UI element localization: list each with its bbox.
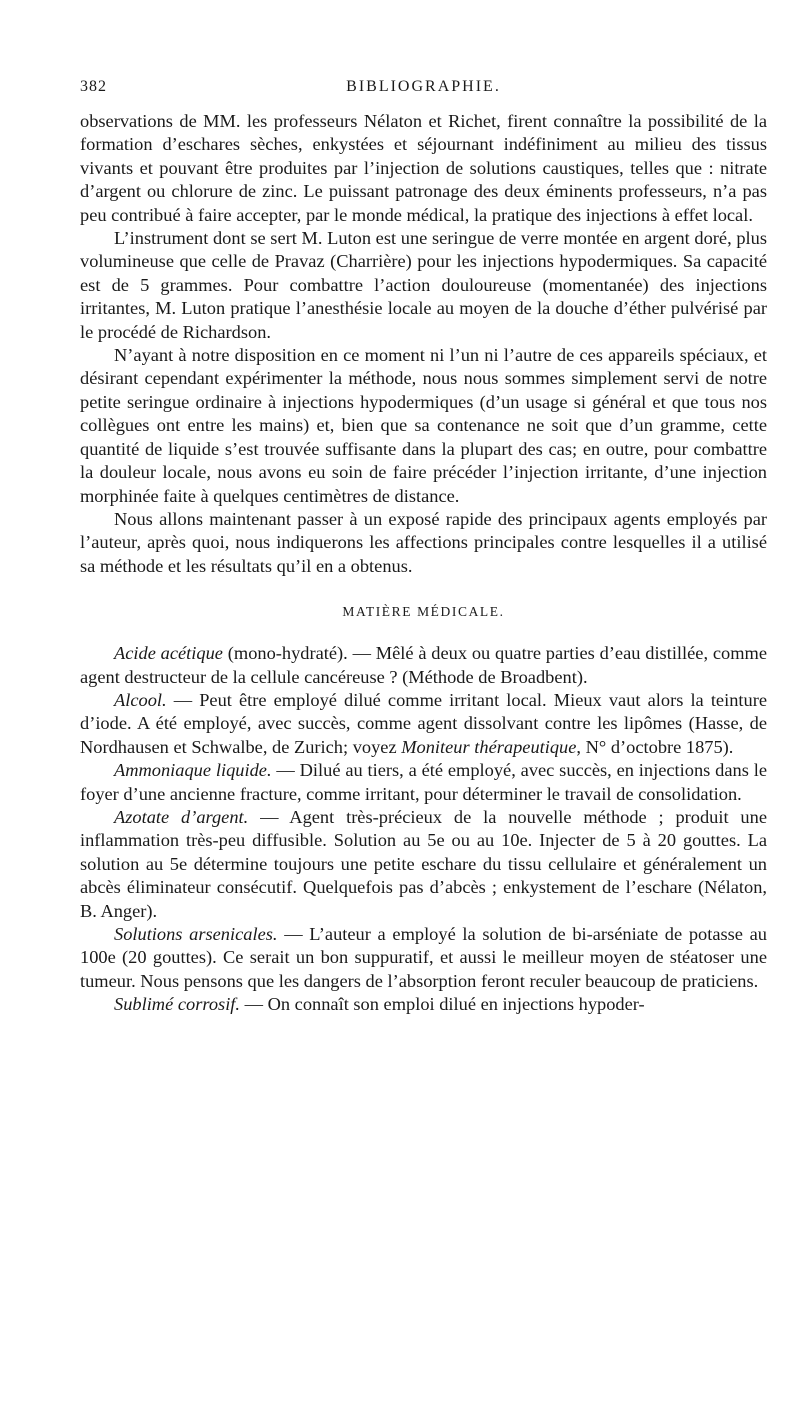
entry-text: — Peut être employé dilué comme irritant local. Mieux vaut alors la teinture d’iode. A été employé, avec succès, comme agent dissolvant contre les lipômes (Hasse, de Nordhausen et Schwalbe, de Zurich; voyez xyxy=(80,689,767,757)
paragraph-method: N’ayant à notre disposition en ce moment ni l’un ni l’autre de ces appareils spéciaux, et désirant cependant expérimenter la méthode, nous nous sommes simplement servi de notre petite seringue ordinaire à injections hypodermiques (d’un usage si général et que tous nos collègues ont entre les mains) et, bien que sa contenance ne soit que d’un gramme, cette quantité de liquide s’est trouvée suffisante dans la plupart des cas; en outre, pour combattre la douleur locale, nous avons eu soin de faire précéder l’injection irritante, d’une injection morphinée faite à quelques centimètres de distance. xyxy=(80,345,767,506)
entry-term: Alcool. xyxy=(114,689,167,710)
running-title: BIBLIOGRAPHIE. xyxy=(346,78,501,95)
entry-term: Acide acétique xyxy=(114,643,223,664)
paragraph-agents-intro: Nous allons maintenant passer à un exposé rapide des principaux agents employés par l’auteur, après quoi, nous indiquerons les affections principales contre lesquelles il a utilisé sa méthode et les résultats qu’il en a obtenus. xyxy=(80,508,767,576)
entry-text: — Agent très-précieux de la nouvelle méthode ; produit une inflammation très-peu diffusible. Solution au 5e ou au 10e. Injecter de 5 à 20 gouttes. La solution au 5e détermine toujours une petite eschare du tissu cellulaire et généralement un abcès éliminateur consécutif. Quelquefois pas d’abcès ; enkystement de l’eschare (Nélaton, B. Anger). xyxy=(80,806,767,921)
book-page xyxy=(80,70,767,1017)
entry-azotate-argent xyxy=(80,806,767,923)
entry-sublime-corrosif xyxy=(80,993,767,1016)
running-header xyxy=(80,70,767,110)
entry-term: Ammoniaque liquide. xyxy=(114,760,272,781)
entry-term: Sublimé corrosif. xyxy=(114,994,241,1015)
entry-text: — On connaît son emploi dilué en injections hypoder- xyxy=(240,994,645,1015)
entry-acide-acetique xyxy=(80,642,767,689)
entry-term: Azotate d’argent. xyxy=(114,806,249,827)
paragraph-instrument: L’instrument dont se sert M. Luton est une seringue de verre montée en argent doré, plus volumineuse que celle de Pravaz (Charrière) pour les injections hypodermiques. Sa capacité est de 5 grammes. Pour combattre l’action douloureuse (momentanée) des injections irritantes, M. Luton pratique l’anesthésie locale au moyen de la douche d’éther pulvérisé par le procédé de Richardson. xyxy=(80,228,767,342)
entry-term: Solutions arsenicales. xyxy=(114,924,278,944)
entry-text: — Dilué au tiers, a été employé, avec succès, en injections dans le foyer d’une ancienne fracture, comme irritant, pour déterminer le travail de consolidation. xyxy=(80,760,767,804)
paragraph-intro-1: observations de MM. les professeurs Nélaton et Richet, firent connaître la possibilité de la formation d’eschares sèches, enkystées et séjournant indéfiniment au milieu des tissus vivants et pouvant être produites par l’injection de solutions caustiques, telles que : nitrate d’argent ou chlorure de zinc. Le puissant patronage des deux éminents professeurs, n’a pas peu contribué à faire accepter, par le monde médical, la pratique des injections à effet local. xyxy=(80,111,767,225)
section-heading: MATIÈRE MÉDICALE. xyxy=(342,604,505,620)
entry-text-after: , N° d’octobre 1875). xyxy=(576,736,734,757)
entry-alcool xyxy=(80,689,767,759)
entry-text: (mono-hydraté). — Mêlé à deux ou quatre parties d’eau distillée, comme agent destructeur de la cellule cancéreuse ? (Méthode de Broadbent). xyxy=(80,643,767,687)
entry-ammoniaque xyxy=(80,759,767,806)
page-body xyxy=(80,110,767,1017)
journal-title: Moniteur thérapeutique xyxy=(401,736,577,757)
page-number: 382 xyxy=(80,78,107,95)
entry-text: — L’auteur a employé la solution de bi-arséniate de potasse au 100e (20 gouttes). Ce serait un bon suppuratif, et aussi le meilleur moyen de stéatoser une tumeur. Nous pensons que les dangers de l’absorption feront reculer beaucoup de praticiens. xyxy=(80,924,768,991)
entry-solutions-arsenicales xyxy=(80,923,767,993)
